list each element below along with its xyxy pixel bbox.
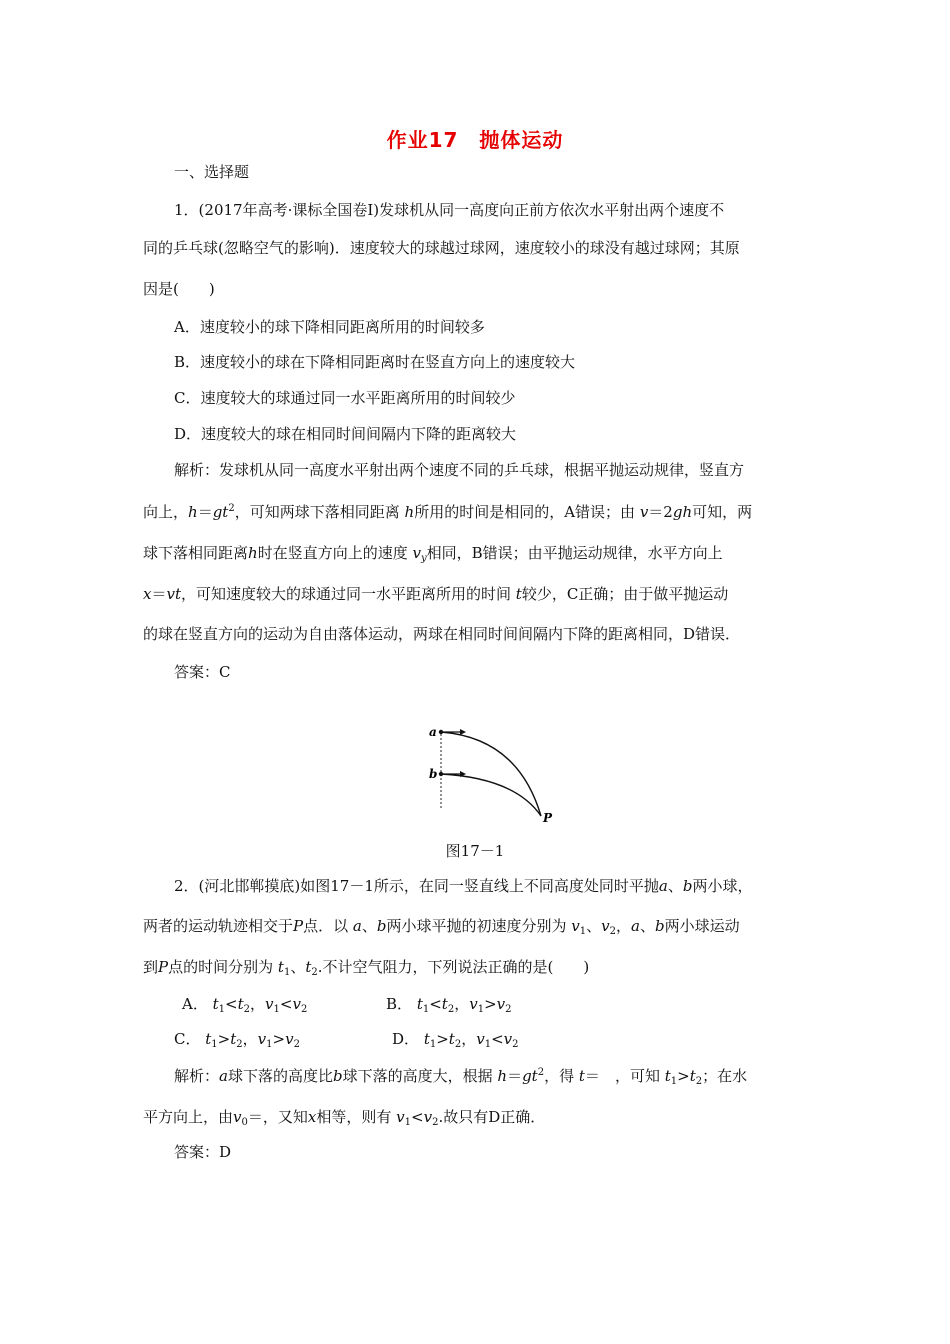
q1-option-b: B．速度较小的球在下降相同距离时在竖直方向上的速度较大 <box>174 353 576 371</box>
ball-b-point <box>439 772 443 776</box>
q2-stem-line3: 到P点的时间分别为 $t_1$、$t_2$.不计空气阻力，下列说法正确的是( ) <box>143 958 590 978</box>
q2-stem-line1: 2．(河北邯郸摸底)如图17－1所示，在同一竖直线上不同高度处同时平抛a、b两小球， <box>174 877 753 895</box>
q1-stem-line2: 同的乒乓球(忽略空气的影响)．速度较大的球越过球网，速度较小的球没有越过球网；其原 <box>143 239 740 257</box>
q2-stem-line2: 两者的运动轨迹相交于P点．以 a、b两小球平抛的初速度分别为 $v_1$、$v_2$，a、b两小球运动 <box>143 917 740 937</box>
q2-option-d: D． $t_1>t_2$，$v_1<v_2$ <box>392 1030 519 1050</box>
q2-option-c: C． $t_1>t_2$，$v_1>v_2$ <box>174 1030 300 1050</box>
label-a: a <box>429 725 437 739</box>
q1-option-d: D．速度较大的球在相同时间间隔内下降的距离较大 <box>174 425 517 443</box>
figure-caption: 图17－1 <box>445 842 505 860</box>
q1-analysis-line5: 的球在竖直方向的运动为自由落体运动，两球在相同时间间隔内下降的距离相同，D错误． <box>143 625 741 643</box>
label-b: b <box>429 767 438 781</box>
q2-analysis-line2: 平方向上，由$v_0=$，又知x相等，则有 $v_1<v_2$.故只有D正确． <box>143 1108 546 1128</box>
q1-stem-line1: 1．(2017年高考·课标全国卷Ⅰ)发球机从同一高度向正前方依次水平射出两个速度不 <box>174 201 725 219</box>
q1-option-c: C．速度较大的球通过同一水平距离所用的时间较少 <box>174 389 516 407</box>
section-heading: 一、选择题 <box>174 163 250 181</box>
q2-analysis-line1: 解析：a球下落的高度比b球下落的高度大，根据 $h=gt^2$，得 t＝ ，可知 $t_1>t_2$；在水 <box>174 1067 748 1087</box>
q1-answer: 答案：C <box>174 663 231 681</box>
q1-analysis-line1: 解析：发球机从同一高度水平射出两个速度不同的乒乓球，根据平抛运动规律，竖直方 <box>174 461 745 479</box>
q2-option-b: B． $t_1<t_2$，$v_1>v_2$ <box>386 995 512 1015</box>
page-title: 作业17 抛体运动 <box>386 128 564 152</box>
q2-answer: 答案：D <box>174 1143 232 1161</box>
label-p: P <box>543 811 553 825</box>
q2-option-a: A． $t_1<t_2$，$v_1<v_2$ <box>182 995 308 1015</box>
q1-analysis-line2: 向上，$h=gt^2$，可知两球下落相同距离 h所用的时间是相同的，A错误；由 v＝2gh可知，两 <box>143 503 753 521</box>
trajectory-figure <box>420 716 570 832</box>
q1-option-a: A．速度较小的球下降相同距离所用的时间较多 <box>174 318 485 336</box>
ball-a-point <box>439 730 443 734</box>
q1-stem-line3: 因是( ) <box>143 280 215 298</box>
q1-analysis-line4: x＝vt，可知速度较大的球通过同一水平距离所用的时间 t较少，C正确；由于做平抛运动 <box>143 585 729 603</box>
q1-analysis-line3: 球下落相同距离h时在竖直方向上的速度 $v_y$相同，B错误；由平抛运动规律，水平方向上 <box>143 544 723 564</box>
